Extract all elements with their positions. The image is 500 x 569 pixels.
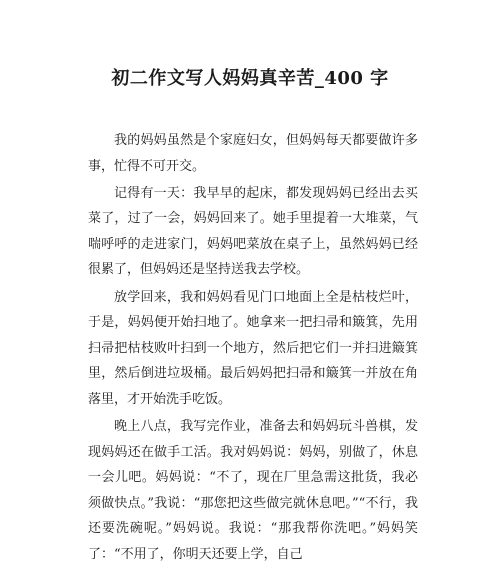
paragraph-4: 晚上八点，我写完作业，准备去和妈妈玩斗兽棋，发现妈妈还在做手工活。我对妈妈说：妈妈，别做了，休息一会儿吧。妈妈说：“不了，现在厂里急需这批货，我必须做快点。”我说：“那您把这些做完就休息吧。”“不行，我还要洗碗呢。”妈妈说。我说：“那我帮你洗吧。”妈妈笑了：“不用了，你明天还要上学，自己 [88,419,418,562]
document-body [88,128,418,569]
paragraph-3: 放学回来，我和妈妈看见门口地面上全是枯枝烂叶，于是，妈妈便开始扫地了。她拿来一把扫帚和簸箕，先用扫帚把枯枝败叶扫到一个地方，然后把它们一并扫进簸箕里，然后倒进垃圾桶。最后妈妈把扫帚和簸箕一并放在角落里，才开始洗手吃饭。 [88,289,418,407]
paragraph-2: 记得有一天：我早早的起床，都发现妈妈已经出去买菜了，过了一会，妈妈回来了。她手里提着一大堆菜，气喘呼呼的走进家门，妈妈吧菜放在桌子上，虽然妈妈已经很累了，但妈妈还是坚持送我去学校。 [88,185,418,278]
paragraph-1: 我的妈妈虽然是个家庭妇女，但妈妈每天都要做许多事，忙得不可开交。 [88,133,418,174]
document-title: 初二作文写人妈妈真辛苦_400 字 [111,68,389,89]
